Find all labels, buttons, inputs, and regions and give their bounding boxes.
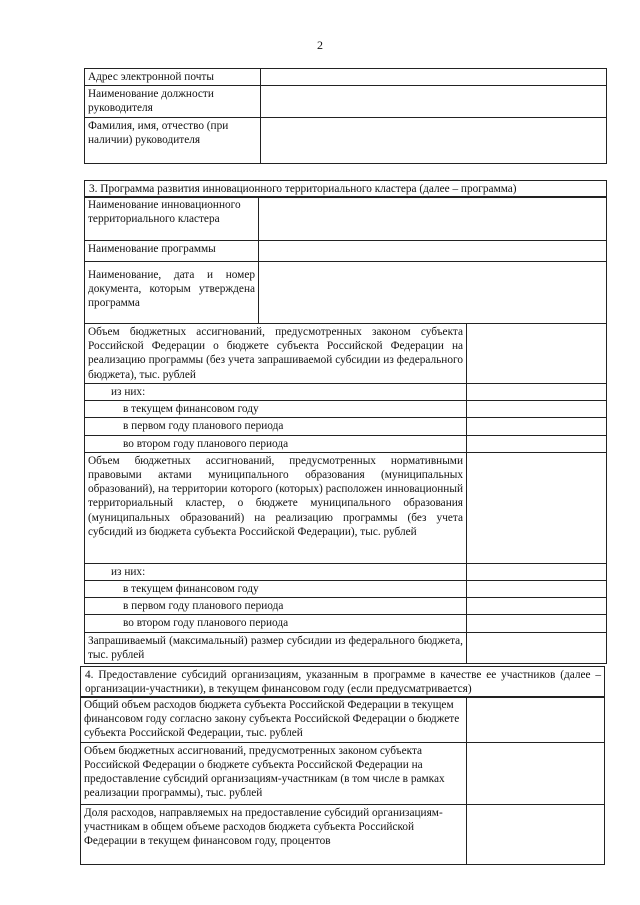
section4-table [80,696,605,865]
budget-municipal-first-plan-year-value[interactable] [467,598,607,615]
budget-municipal-value[interactable] [467,452,607,563]
director-name-label: Фамилия, имя, отчество (при наличии) руководителя [85,117,261,163]
program-name-label: Наименование программы [85,241,259,262]
requested-subsidy-label: Запрашиваемый (максимальный) размер субсидии из федерального бюджета, тыс. рублей [85,632,467,663]
section4-header: 4. Предоставление субсидий организациям, указанным в программе в качестве ее участников (далее – организации-участники), в текущем финансовом году (если предусматривается) [81,667,605,698]
program-document-label: Наименование, дата и номер документа, которым утверждена программа [85,262,259,324]
subsidies-budget-value[interactable] [467,742,605,804]
section3-header: 3. Программа развития инновационного территориального кластера (далее – программа) [85,181,607,198]
budget-municipal-label: Объем бюджетных ассигнований, предусмотренных нормативными правовыми актами муниципального образования (муниципальных образований), на территории которого (которых) расположен инновационный территориальный кластер, о бюджете муниципального образования (муниципальных образований) на реализацию программы (без учета субсидий из бюджета субъекта Российской Федерации), тыс. рублей [85,452,467,563]
budget-region-first-plan-year: в первом году планового периода [85,418,467,435]
budget-region-label: Объем бюджетных ассигнований, предусмотренных законом субъекта Российской Федерации о бюджете субъекта Российской Федерации на реализацию программы (без учета запрашиваемой субсидии из федерального бюджета), тыс. рублей [85,324,467,384]
budget-region-first-plan-year-value[interactable] [467,418,607,435]
budget-region-second-plan-year-value[interactable] [467,435,607,452]
program-document-value[interactable] [259,262,607,324]
director-name-value[interactable] [261,117,607,163]
email-label: Адрес электронной почты [85,69,261,86]
budget-region-of-which-value [467,384,607,401]
budget-municipal-of-which: из них: [85,563,467,580]
budget-region-of-which: из них: [85,384,467,401]
total-expenses-label: Общий объем расходов бюджета субъекта Российской Федерации в текущем финансовом году согласно закону субъекта Российской Федерации о бюджете субъекта Российской Федерации, тыс. рублей [81,697,467,743]
program-name-value[interactable] [259,241,607,262]
cluster-name-value[interactable] [259,197,607,241]
director-position-value[interactable] [261,86,607,117]
budget-municipal-second-plan-year-value[interactable] [467,615,607,632]
budget-region-value[interactable] [467,324,607,384]
total-expenses-value[interactable] [467,697,605,743]
budget-municipal-second-plan-year: во втором году планового периода [85,615,467,632]
budget-municipal-first-plan-year: в первом году планового периода [85,598,467,615]
section4-header-table [80,666,605,698]
budget-region-current-year-value[interactable] [467,401,607,418]
program-info-table [84,196,607,324]
subsidies-share-value[interactable] [467,804,605,864]
budget-table [84,323,607,664]
budget-municipal-of-which-value [467,563,607,580]
subsidies-share-label: Доля расходов, направляемых на предоставление субсидий организациям-участникам в общем объеме расходов бюджета субъекта Российской Федерации в текущем финансовом году, процентов [81,804,467,864]
contacts-table [84,68,607,164]
director-position-label: Наименование должности руководителя [85,86,261,117]
cluster-name-label: Наименование инновационного территориального кластера [85,197,259,241]
budget-municipal-current-year: в текущем финансовом году [85,581,467,598]
email-value[interactable] [261,69,607,86]
budget-region-current-year: в текущем финансовом году [85,401,467,418]
budget-region-second-plan-year: во втором году планового периода [85,435,467,452]
requested-subsidy-value[interactable] [467,632,607,663]
subsidies-budget-label: Объем бюджетных ассигнований, предусмотренных законом субъекта Российской Федерации о бюджете субъекта Российской Федерации на предоставление субсидий организациям-участникам (в том числе в рамках реализации программы), тыс. рублей [81,742,467,804]
budget-municipal-current-year-value[interactable] [467,581,607,598]
page-number: 2 [317,38,323,52]
